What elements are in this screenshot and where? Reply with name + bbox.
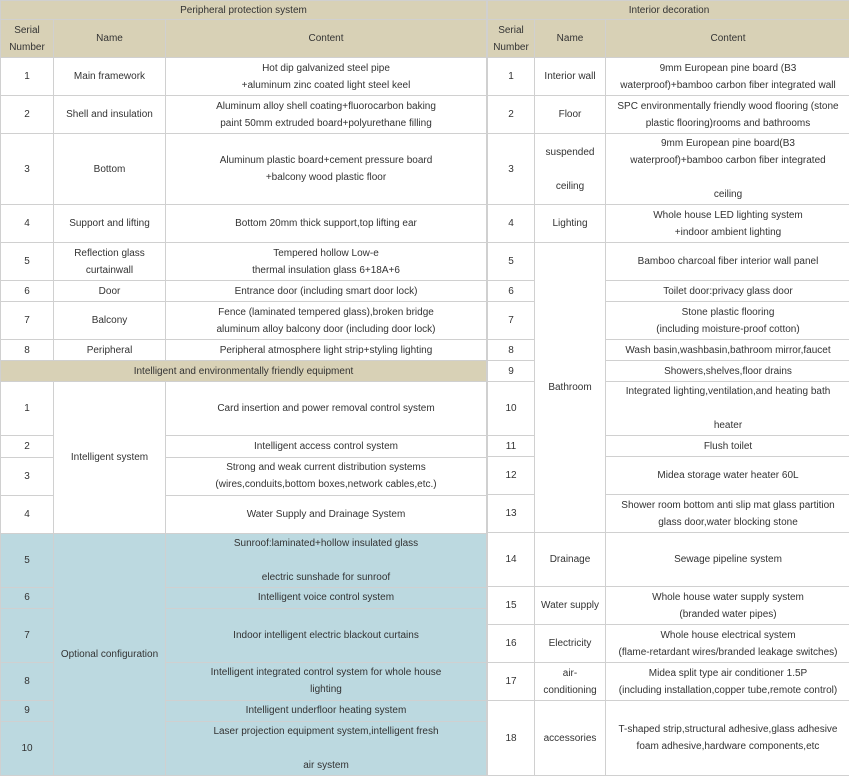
table-row: [488, 663, 849, 701]
table-row: [488, 205, 849, 243]
content-cell: Strong and weak current distribution systems (wires,conduits,bottom boxes,network cables,etc.): [166, 457, 487, 495]
title-row: [1, 1, 487, 20]
serial-cell: 8: [1, 340, 54, 361]
serial-cell: 7: [1, 302, 54, 340]
table-row: [488, 58, 849, 96]
header-row: [1, 20, 487, 58]
header-serial: Serial Number: [488, 20, 535, 58]
header-content: Content: [606, 20, 849, 58]
content-cell: Shower room bottom anti slip mat glass partition glass door,water blocking stone: [606, 495, 849, 533]
content-cell: Water Supply and Drainage System: [166, 495, 487, 533]
content-cell: Entrance door (including smart door lock): [166, 281, 487, 302]
name-cell: Reflection glass curtainwall: [54, 243, 166, 281]
table-row: [488, 625, 849, 663]
serial-cell: 5: [1, 533, 54, 587]
bathroom-cell: Bathroom: [535, 243, 606, 533]
content-cell: Hot dip galvanized steel pipe +aluminum zinc coated light steel keel: [166, 58, 487, 96]
serial-cell: 2: [488, 96, 535, 134]
content-cell: Sewage pipeline system: [606, 533, 849, 587]
table-row: [1, 205, 487, 243]
name-cell: air- conditioning: [535, 663, 606, 701]
section-header-row: [1, 361, 487, 382]
serial-cell: 1: [1, 382, 54, 436]
content-cell: Tempered hollow Low-e thermal insulation glass 6+18A+6: [166, 243, 487, 281]
content-cell: Flush toilet: [606, 436, 849, 457]
content-cell: 9mm European pine board(B3 waterproof)+bamboo carbon fiber integrated ceiling: [606, 134, 849, 205]
content-cell: Whole house water supply system (branded water pipes): [606, 587, 849, 625]
name-cell: Floor: [535, 96, 606, 134]
table-row: [1, 382, 487, 436]
name-cell: Bottom: [54, 134, 166, 205]
name-cell: Shell and insulation: [54, 96, 166, 134]
content-cell: Integrated lighting,ventilation,and heating bath heater: [606, 382, 849, 436]
header-name: Name: [54, 20, 166, 58]
serial-cell: 17: [488, 663, 535, 701]
serial-cell: 3: [1, 457, 54, 495]
name-cell: suspended ceiling: [535, 134, 606, 205]
table-row: [488, 533, 849, 587]
header-content: Content: [166, 20, 487, 58]
serial-cell: 13: [488, 495, 535, 533]
interior-table: [487, 0, 849, 776]
content-cell: Intelligent access control system: [166, 436, 487, 457]
serial-cell: 12: [488, 457, 535, 495]
table-row: [1, 96, 487, 134]
serial-cell: 1: [488, 58, 535, 96]
serial-cell: 11: [488, 436, 535, 457]
table-row: [1, 243, 487, 281]
content-cell: Toilet door:privacy glass door: [606, 281, 849, 302]
name-cell: Lighting: [535, 205, 606, 243]
content-cell: Bottom 20mm thick support,top lifting ear: [166, 205, 487, 243]
name-cell: Door: [54, 281, 166, 302]
section-title: Intelligent and environmentally friendly equipment: [1, 361, 487, 382]
serial-cell: 10: [1, 721, 54, 775]
serial-cell: 7: [1, 608, 54, 662]
serial-cell: 5: [488, 243, 535, 281]
table-row: [1, 340, 487, 361]
table-row: [488, 96, 849, 134]
serial-cell: 9: [488, 361, 535, 382]
intelligent-system-cell: Intelligent system: [54, 382, 166, 533]
optional-configuration-cell: Optional configuration: [54, 533, 166, 775]
table-title: Interior decoration: [488, 1, 849, 20]
content-cell: Peripheral atmosphere light strip+styling lighting: [166, 340, 487, 361]
serial-cell: 2: [1, 436, 54, 457]
serial-cell: 6: [1, 587, 54, 608]
serial-cell: 7: [488, 302, 535, 340]
serial-cell: 5: [1, 243, 54, 281]
serial-cell: 3: [1, 134, 54, 205]
serial-cell: 18: [488, 701, 535, 776]
content-cell: Indoor intelligent electric blackout curtains: [166, 608, 487, 662]
serial-cell: 8: [1, 662, 54, 700]
content-cell: Showers,shelves,floor drains: [606, 361, 849, 382]
content-cell: SPC environmentally friendly wood flooring (stone plastic flooring)rooms and bathrooms: [606, 96, 849, 134]
table-title: Peripheral protection system: [1, 1, 487, 20]
header-row: [488, 20, 849, 58]
content-cell: Whole house LED lighting system +indoor ambient lighting: [606, 205, 849, 243]
serial-cell: 2: [1, 96, 54, 134]
name-cell: Interior wall: [535, 58, 606, 96]
content-cell: Aluminum alloy shell coating+fluorocarbon baking paint 50mm extruded board+polyurethane filling: [166, 96, 487, 134]
content-cell: Aluminum plastic board+cement pressure board +balcony wood plastic floor: [166, 134, 487, 205]
name-cell: Water supply: [535, 587, 606, 625]
serial-cell: 4: [1, 205, 54, 243]
name-cell: Drainage: [535, 533, 606, 587]
table-row: [1, 134, 487, 205]
content-cell: Bamboo charcoal fiber interior wall panel: [606, 243, 849, 281]
title-row: [488, 1, 849, 20]
name-cell: Balcony: [54, 302, 166, 340]
serial-cell: 10: [488, 382, 535, 436]
table-row: [1, 533, 487, 587]
serial-cell: 4: [1, 495, 54, 533]
table-row: [1, 302, 487, 340]
table-row: [488, 701, 849, 776]
header-serial: Serial Number: [1, 20, 54, 58]
table-row: [488, 243, 849, 281]
content-cell: Card insertion and power removal control system: [166, 382, 487, 436]
content-cell: Intelligent voice control system: [166, 587, 487, 608]
serial-cell: 6: [1, 281, 54, 302]
serial-cell: 14: [488, 533, 535, 587]
table-row: [488, 587, 849, 625]
content-cell: Sunroof:laminated+hollow insulated glass electric sunshade for sunroof: [166, 533, 487, 587]
header-name: Name: [535, 20, 606, 58]
serial-cell: 9: [1, 700, 54, 721]
serial-cell: 15: [488, 587, 535, 625]
serial-cell: 3: [488, 134, 535, 205]
table-row: [488, 134, 849, 205]
content-cell: Wash basin,washbasin,bathroom mirror,faucet: [606, 340, 849, 361]
content-cell: Laser projection equipment system,intelligent fresh air system: [166, 721, 487, 775]
name-cell: Support and lifting: [54, 205, 166, 243]
content-cell: Midea split type air conditioner 1.5P (including installation,copper tube,remote control): [606, 663, 849, 701]
content-cell: Intelligent integrated control system for whole house lighting: [166, 662, 487, 700]
table-row: [1, 281, 487, 302]
content-cell: Midea storage water heater 60L: [606, 457, 849, 495]
serial-cell: 6: [488, 281, 535, 302]
content-cell: Stone plastic flooring (including moisture-proof cotton): [606, 302, 849, 340]
serial-cell: 4: [488, 205, 535, 243]
name-cell: Peripheral: [54, 340, 166, 361]
content-cell: Fence (laminated tempered glass),broken bridge aluminum alloy balcony door (including door lock): [166, 302, 487, 340]
table-row: [1, 58, 487, 96]
content-cell: T-shaped strip,structural adhesive,glass adhesive foam adhesive,hardware components,etc: [606, 701, 849, 776]
content-cell: Whole house electrical system (flame-retardant wires/branded leakage switches): [606, 625, 849, 663]
serial-cell: 16: [488, 625, 535, 663]
serial-cell: 8: [488, 340, 535, 361]
name-cell: Electricity: [535, 625, 606, 663]
serial-cell: 1: [1, 58, 54, 96]
content-cell: Intelligent underfloor heating system: [166, 700, 487, 721]
name-cell: Main framework: [54, 58, 166, 96]
content-cell: 9mm European pine board (B3 waterproof)+bamboo carbon fiber integrated wall: [606, 58, 849, 96]
name-cell: accessories: [535, 701, 606, 776]
